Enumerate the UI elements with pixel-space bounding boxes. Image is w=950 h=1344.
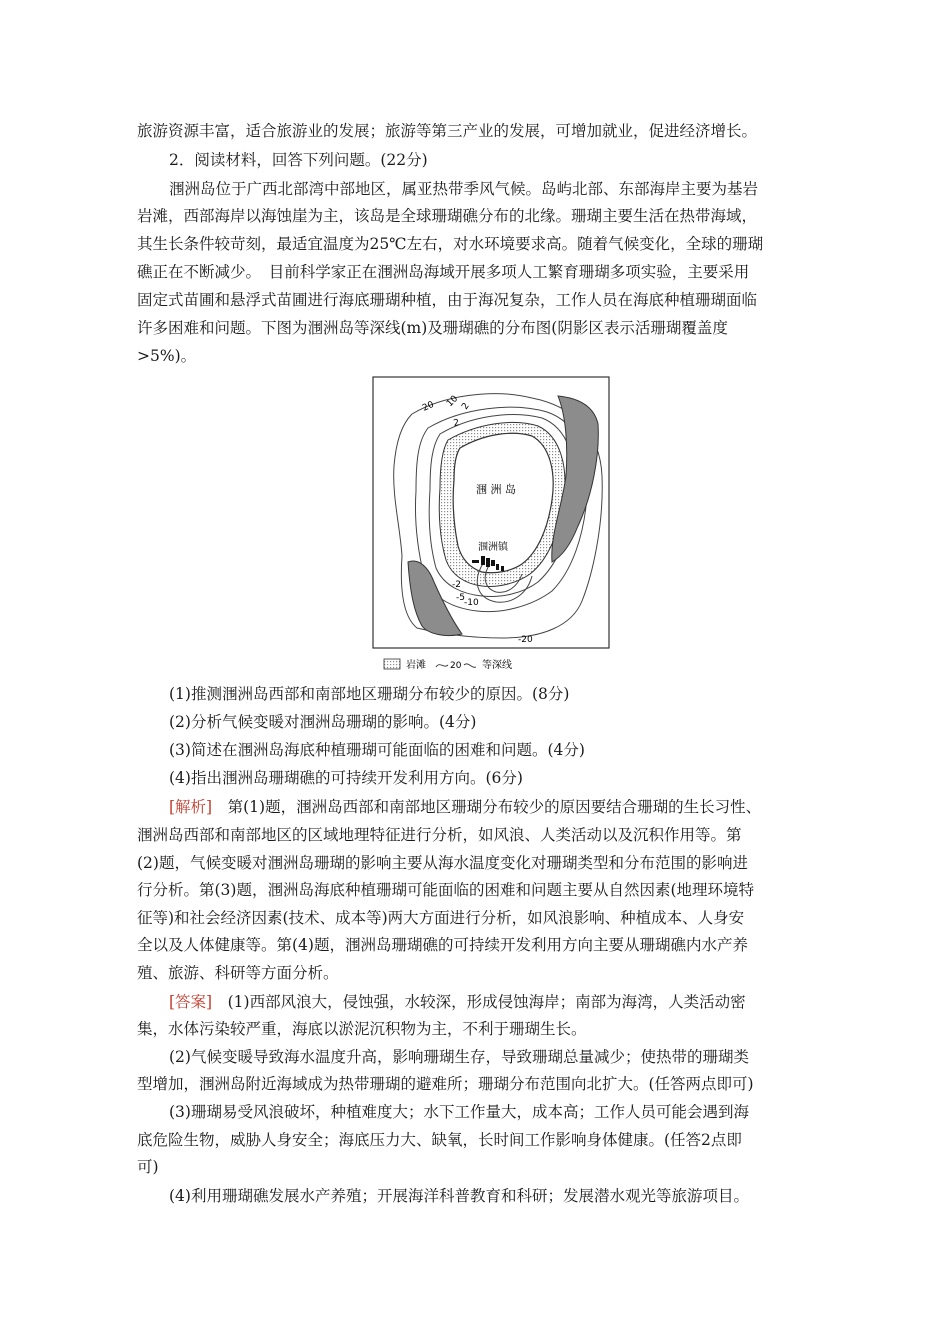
question-item: (4)指出涠洲岛珊瑚礁的可持续开发利用方向。(6分) — [169, 769, 523, 787]
answer-line: 型增加，涠洲岛附近海域成为热带珊瑚的避难所；珊瑚分布范围向北扩大。(任答两点即可) — [137, 1075, 754, 1093]
depth-label: -5 — [456, 593, 465, 603]
analysis-line: (2)题，气候变暖对涠洲岛珊瑚的影响主要从海水温度变化对珊瑚类型和分布范围的影响进 — [137, 854, 748, 872]
material-line: 固定式苗圃和悬浮式苗圃进行海底珊瑚种植，由于海况复杂，工作人员在海底种植珊瑚面临 — [137, 291, 758, 309]
legend-isobath-value: 20 — [450, 661, 462, 671]
answer-line: 可) — [137, 1158, 159, 1176]
depth-label: -10 — [464, 598, 479, 608]
weizhou-island-map — [372, 376, 610, 676]
town-label: 涠洲镇 — [478, 542, 508, 553]
text-line: 旅游资源丰富，适合旅游业的发展；旅游等第三产业的发展，可增加就业，促进经济增长。 — [137, 122, 758, 140]
analysis-line: 涠洲岛西部和南部地区的区域地理特征进行分析，如风浪、人类活动以及沉积作用等。第 — [137, 826, 742, 844]
answer-tag: [答案] — [169, 993, 213, 1011]
material-line: 岩滩，西部海岸以海蚀崖为主，该岛是全球珊瑚礁分布的北缘。珊瑚主要生活在热带海域， — [137, 207, 758, 225]
question-2-header: 2．阅读材料，回答下列问题。(22分) — [169, 151, 428, 169]
answer-line: (4)利用珊瑚礁发展水产养殖；开展海洋科普教育和科研；发展潜水观光等旅游项目。 — [169, 1187, 749, 1205]
question-item: (2)分析气候变暖对涠洲岛珊瑚的影响。(4分) — [169, 713, 477, 731]
answer-text: (1)西部风浪大，侵蚀强，水较深，形成侵蚀海岸；南部为海湾，人类活动密 — [212, 993, 746, 1011]
depth-label: -2 — [452, 580, 461, 590]
analysis-tag: [解析] — [169, 798, 213, 816]
depth-label: 2 — [460, 401, 472, 412]
material-line: 涠洲岛位于广西北部湾中部地区，属亚热带季风气候。岛屿北部、东部海岸主要为基岩 — [169, 180, 759, 198]
depth-label: -20 — [518, 635, 533, 645]
depth-label: 10 — [445, 393, 461, 410]
legend-isobath-line — [436, 665, 448, 667]
legend-rock-swatch — [384, 659, 400, 669]
material-line: 许多困难和问题。下图为涠洲岛等深线(m)及珊瑚礁的分布图(阴影区表示活珊瑚覆盖度 — [137, 319, 728, 337]
answer-line: 集，水体污染较严重，海底以淤泥沉积物为主，不利于珊瑚生长。 — [137, 1020, 587, 1038]
answer-line: (2)气候变暖导致海水温度升高，影响珊瑚生存，导致珊瑚总量减少；使热带的珊瑚类 — [169, 1048, 749, 1066]
analysis-line: 殖、旅游、科研等方面分析。 — [137, 964, 339, 982]
answer-line: 底危险生物，威胁人身安全；海底压力大、缺氧，长时间工作影响身体健康。(任答2点即 — [137, 1131, 742, 1149]
material-line: 礁正在不断减少。 目前科学家正在涠洲岛海域开展多项人工繁育珊瑚多项实验，主要采用 — [137, 263, 750, 281]
analysis-line: 全以及人体健康等。第(4)题，涠洲岛珊瑚礁的可持续开发利用方向主要从珊瑚礁内水产养 — [137, 936, 748, 954]
legend-isobath-line — [464, 664, 476, 667]
depth-label: 2 — [452, 418, 461, 429]
answer-line: (3)珊瑚易受风浪破坏，种植难度大；水下工作量大，成本高；工作人员可能会遇到海 — [169, 1103, 749, 1121]
analysis-text: 第(1)题，涠洲岛西部和南部地区珊瑚分布较少的原因要结合珊瑚的生长习性、 — [212, 798, 762, 816]
question-item: (1)推测涠洲岛西部和南部地区珊瑚分布较少的原因。(8分) — [169, 685, 570, 703]
analysis-line — [169, 797, 761, 817]
legend-rock-label: 岩滩 — [406, 660, 426, 671]
legend-isobath-label: 等深线 — [482, 660, 512, 671]
map-legend — [384, 658, 512, 671]
analysis-line: 行分析。第(3)题，涠洲岛海底种植珊瑚可能面临的困难和问题主要从自然因素(地理环境特 — [137, 881, 755, 899]
answer-line — [169, 992, 746, 1012]
material-line: >5%)。 — [137, 347, 197, 365]
analysis-line: 征等)和社会经济因素(技术、成本等)两大方面进行分析，如风浪影响、种植成本、人身安 — [137, 909, 745, 927]
question-item: (3)简述在涠洲岛海底种植珊瑚可能面临的困难和问题。(4分) — [169, 741, 585, 759]
material-line: 其生长条件较苛刻，最适宜温度为25℃左右，对水环境要求高。随着气候变化，全球的珊瑚 — [137, 235, 764, 253]
island-label: 涠 洲 岛 — [476, 483, 516, 496]
depth-label: 20 — [421, 399, 436, 414]
